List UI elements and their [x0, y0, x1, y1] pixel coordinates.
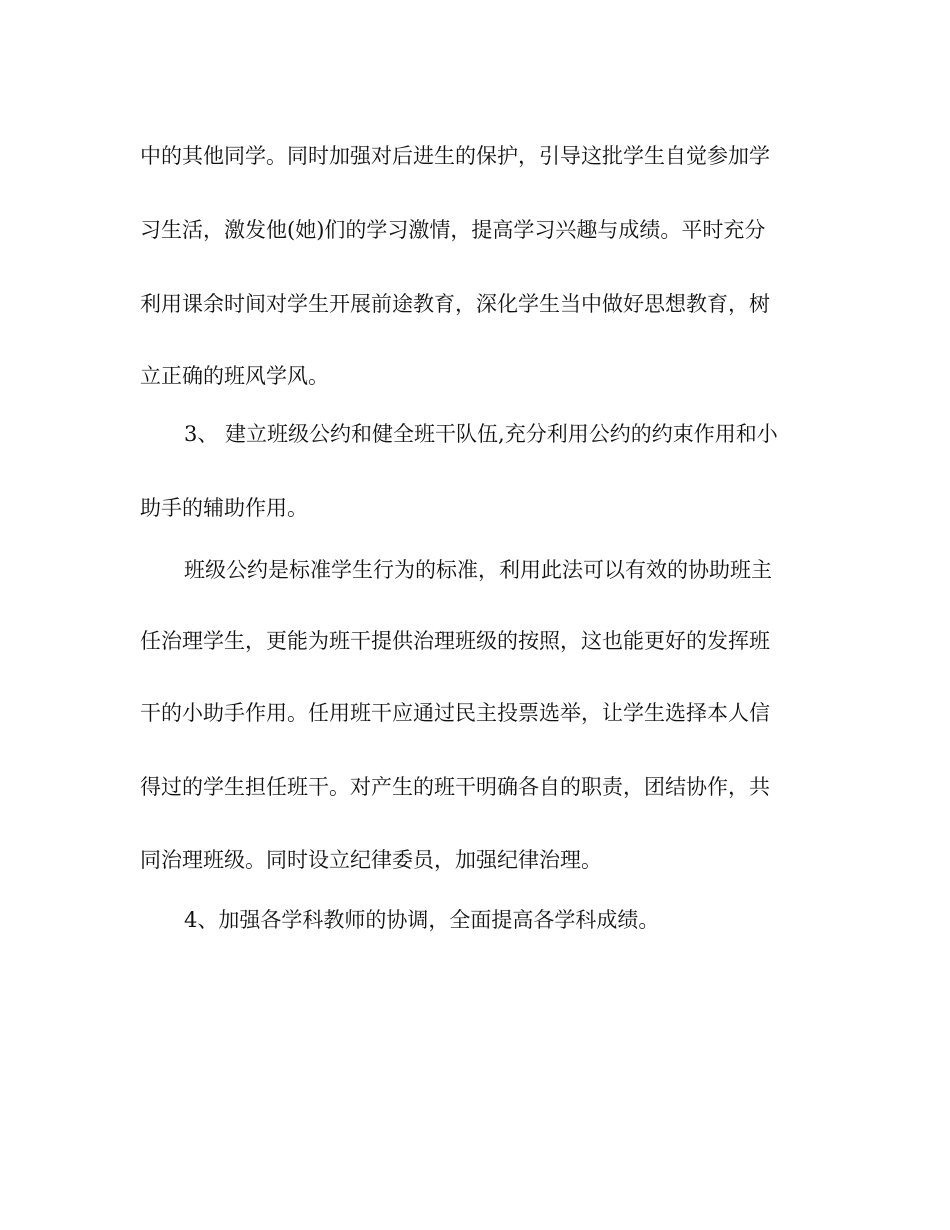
text-line: 习生活，激发他(她)们的学习激情，提高学习兴趣与成绩。平时充分	[140, 218, 766, 242]
list-item-3: 3、 建立班级公约和健全班干队伍,充分利用公约的约束作用和小	[184, 422, 778, 446]
text-line: 利用课余时间对学生开展前途教育，深化学生当中做好思想教育，树	[140, 292, 770, 316]
list-item-4: 4、加强各学科教师的协调，全面提高各学科成绩。	[184, 908, 660, 932]
paragraph-start: 班级公约是标准学生行为的标准，利用此法可以有效的协助班主	[184, 558, 772, 582]
text-line: 同治理班级。同时设立纪律委员，加强纪律治理。	[140, 848, 602, 872]
text-line: 助手的辅助作用。	[140, 496, 308, 520]
text-line: 立正确的班风学风。	[140, 364, 329, 388]
text-line: 中的其他同学。同时加强对后进生的保护，引导这批学生自觉参加学	[140, 144, 770, 168]
text-line: 任治理学生，更能为班干提供治理班级的按照，这也能更好的发挥班	[140, 629, 770, 653]
text-line: 得过的学生担任班干。对产生的班干明确各自的职责，团结协作，共	[140, 775, 770, 799]
text-line: 干的小助手作用。任用班干应通过民主投票选举，让学生选择本人信	[140, 701, 770, 725]
